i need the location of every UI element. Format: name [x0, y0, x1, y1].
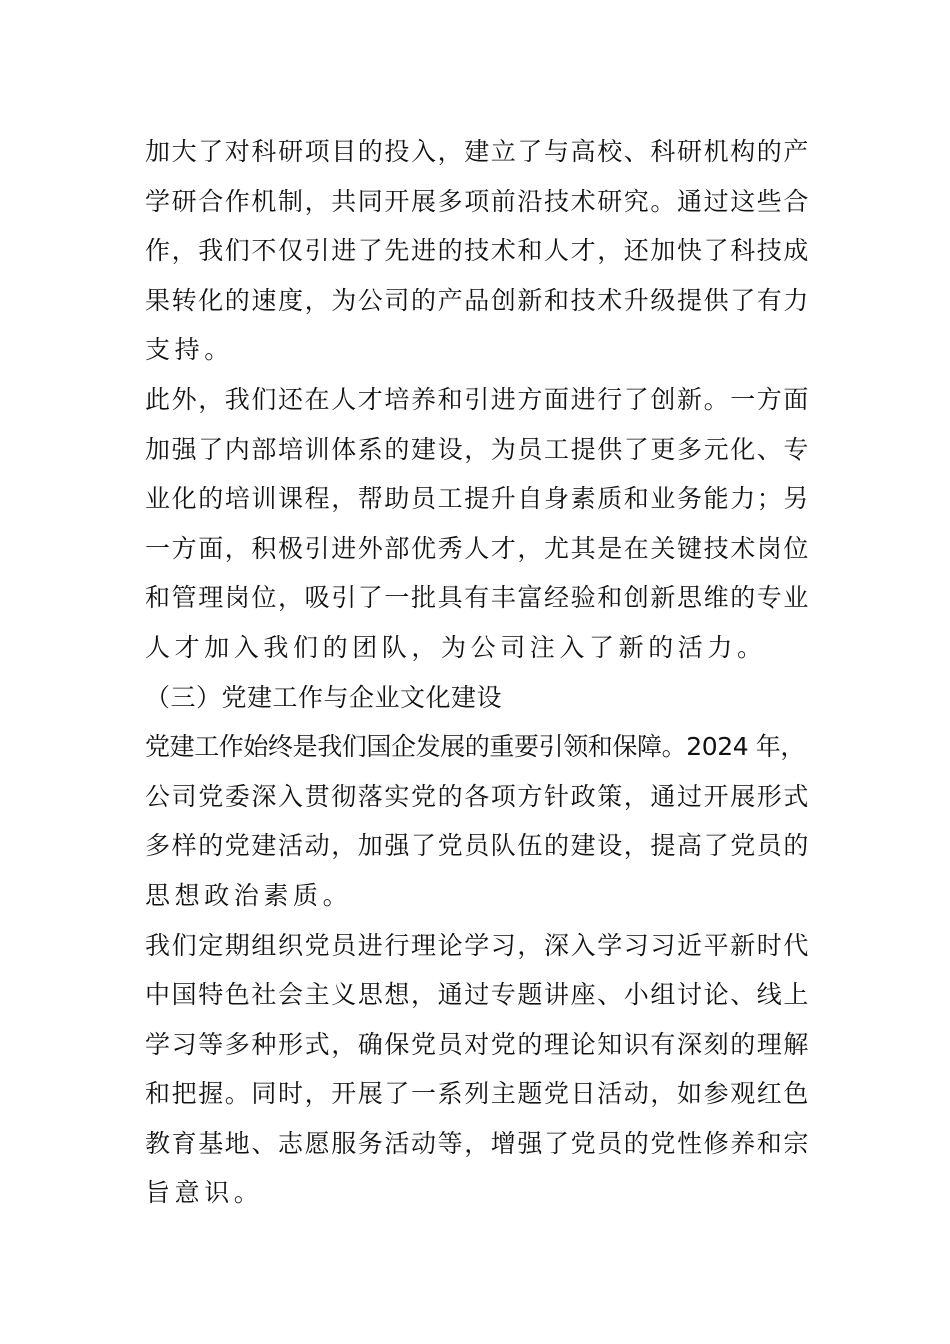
- text-line: 业化的培训课程，帮助员工提升自身素质和业务能力；另: [145, 484, 811, 514]
- text-line: 加强了内部培训体系的建设，为员工提供了更多元化、专: [145, 434, 811, 464]
- text-line: 一方面，积极引进外部优秀人才，尤其是在关键技术岗位: [145, 533, 811, 563]
- text-line: 和把握。同时，开展了一系列主题党日活动，如参观红色: [145, 1079, 811, 1109]
- text-line: 学研合作机制，共同开展多项前沿技术研究。通过这些合: [145, 186, 811, 216]
- text-line: 中国特色社会主义思想，通过专题讲座、小组讨论、线上: [145, 980, 811, 1010]
- text-line: 旨意识。: [145, 1178, 264, 1208]
- text-line: 公司党委深入贯彻落实党的各项方针政策，通过开展形式: [145, 781, 811, 811]
- text-line: 多样的党建活动，加强了党员队伍的建设，提高了党员的: [145, 831, 811, 861]
- paragraph-research-cooperation: [145, 127, 810, 375]
- text-line: 学习等多种形式，确保党员对党的理论知识有深刻的理解: [145, 1029, 811, 1059]
- text-line: 我们定期组织党员进行理论学习，深入学习习近平新时代: [145, 930, 811, 960]
- text-line: 思想政治素质。: [145, 880, 353, 910]
- text-line: 人才加入我们的团队，为公司注入了新的活力。: [145, 632, 767, 662]
- text-line: 和管理岗位，吸引了一批具有丰富经验和创新思维的专业: [145, 583, 811, 613]
- text-line: 教育基地、志愿服务活动等，增强了党员的党性修养和宗: [145, 1128, 811, 1158]
- text-line: 支持。: [145, 335, 234, 365]
- paragraph-talent-development: [145, 375, 810, 673]
- section-heading-text: （三）党建工作与企业文化建设: [145, 682, 503, 712]
- text-line: 果转化的速度，为公司的产品创新和技术升级提供了有力: [145, 285, 811, 315]
- text-line: 党建工作始终是我们国企发展的重要引领和保障。2024 年，: [145, 732, 805, 762]
- text-line: 加大了对科研项目的投入，建立了与高校、科研机构的产: [145, 137, 811, 166]
- text-line: 此外，我们还在人才培养和引进方面进行了创新。一方面: [145, 384, 811, 414]
- section-heading: [145, 673, 810, 723]
- document-body: [145, 127, 810, 1218]
- paragraph-theory-study: [145, 921, 810, 1219]
- text-line: 作，我们不仅引进了先进的技术和人才，还加快了科技成: [145, 236, 811, 266]
- paragraph-party-building: [145, 722, 810, 920]
